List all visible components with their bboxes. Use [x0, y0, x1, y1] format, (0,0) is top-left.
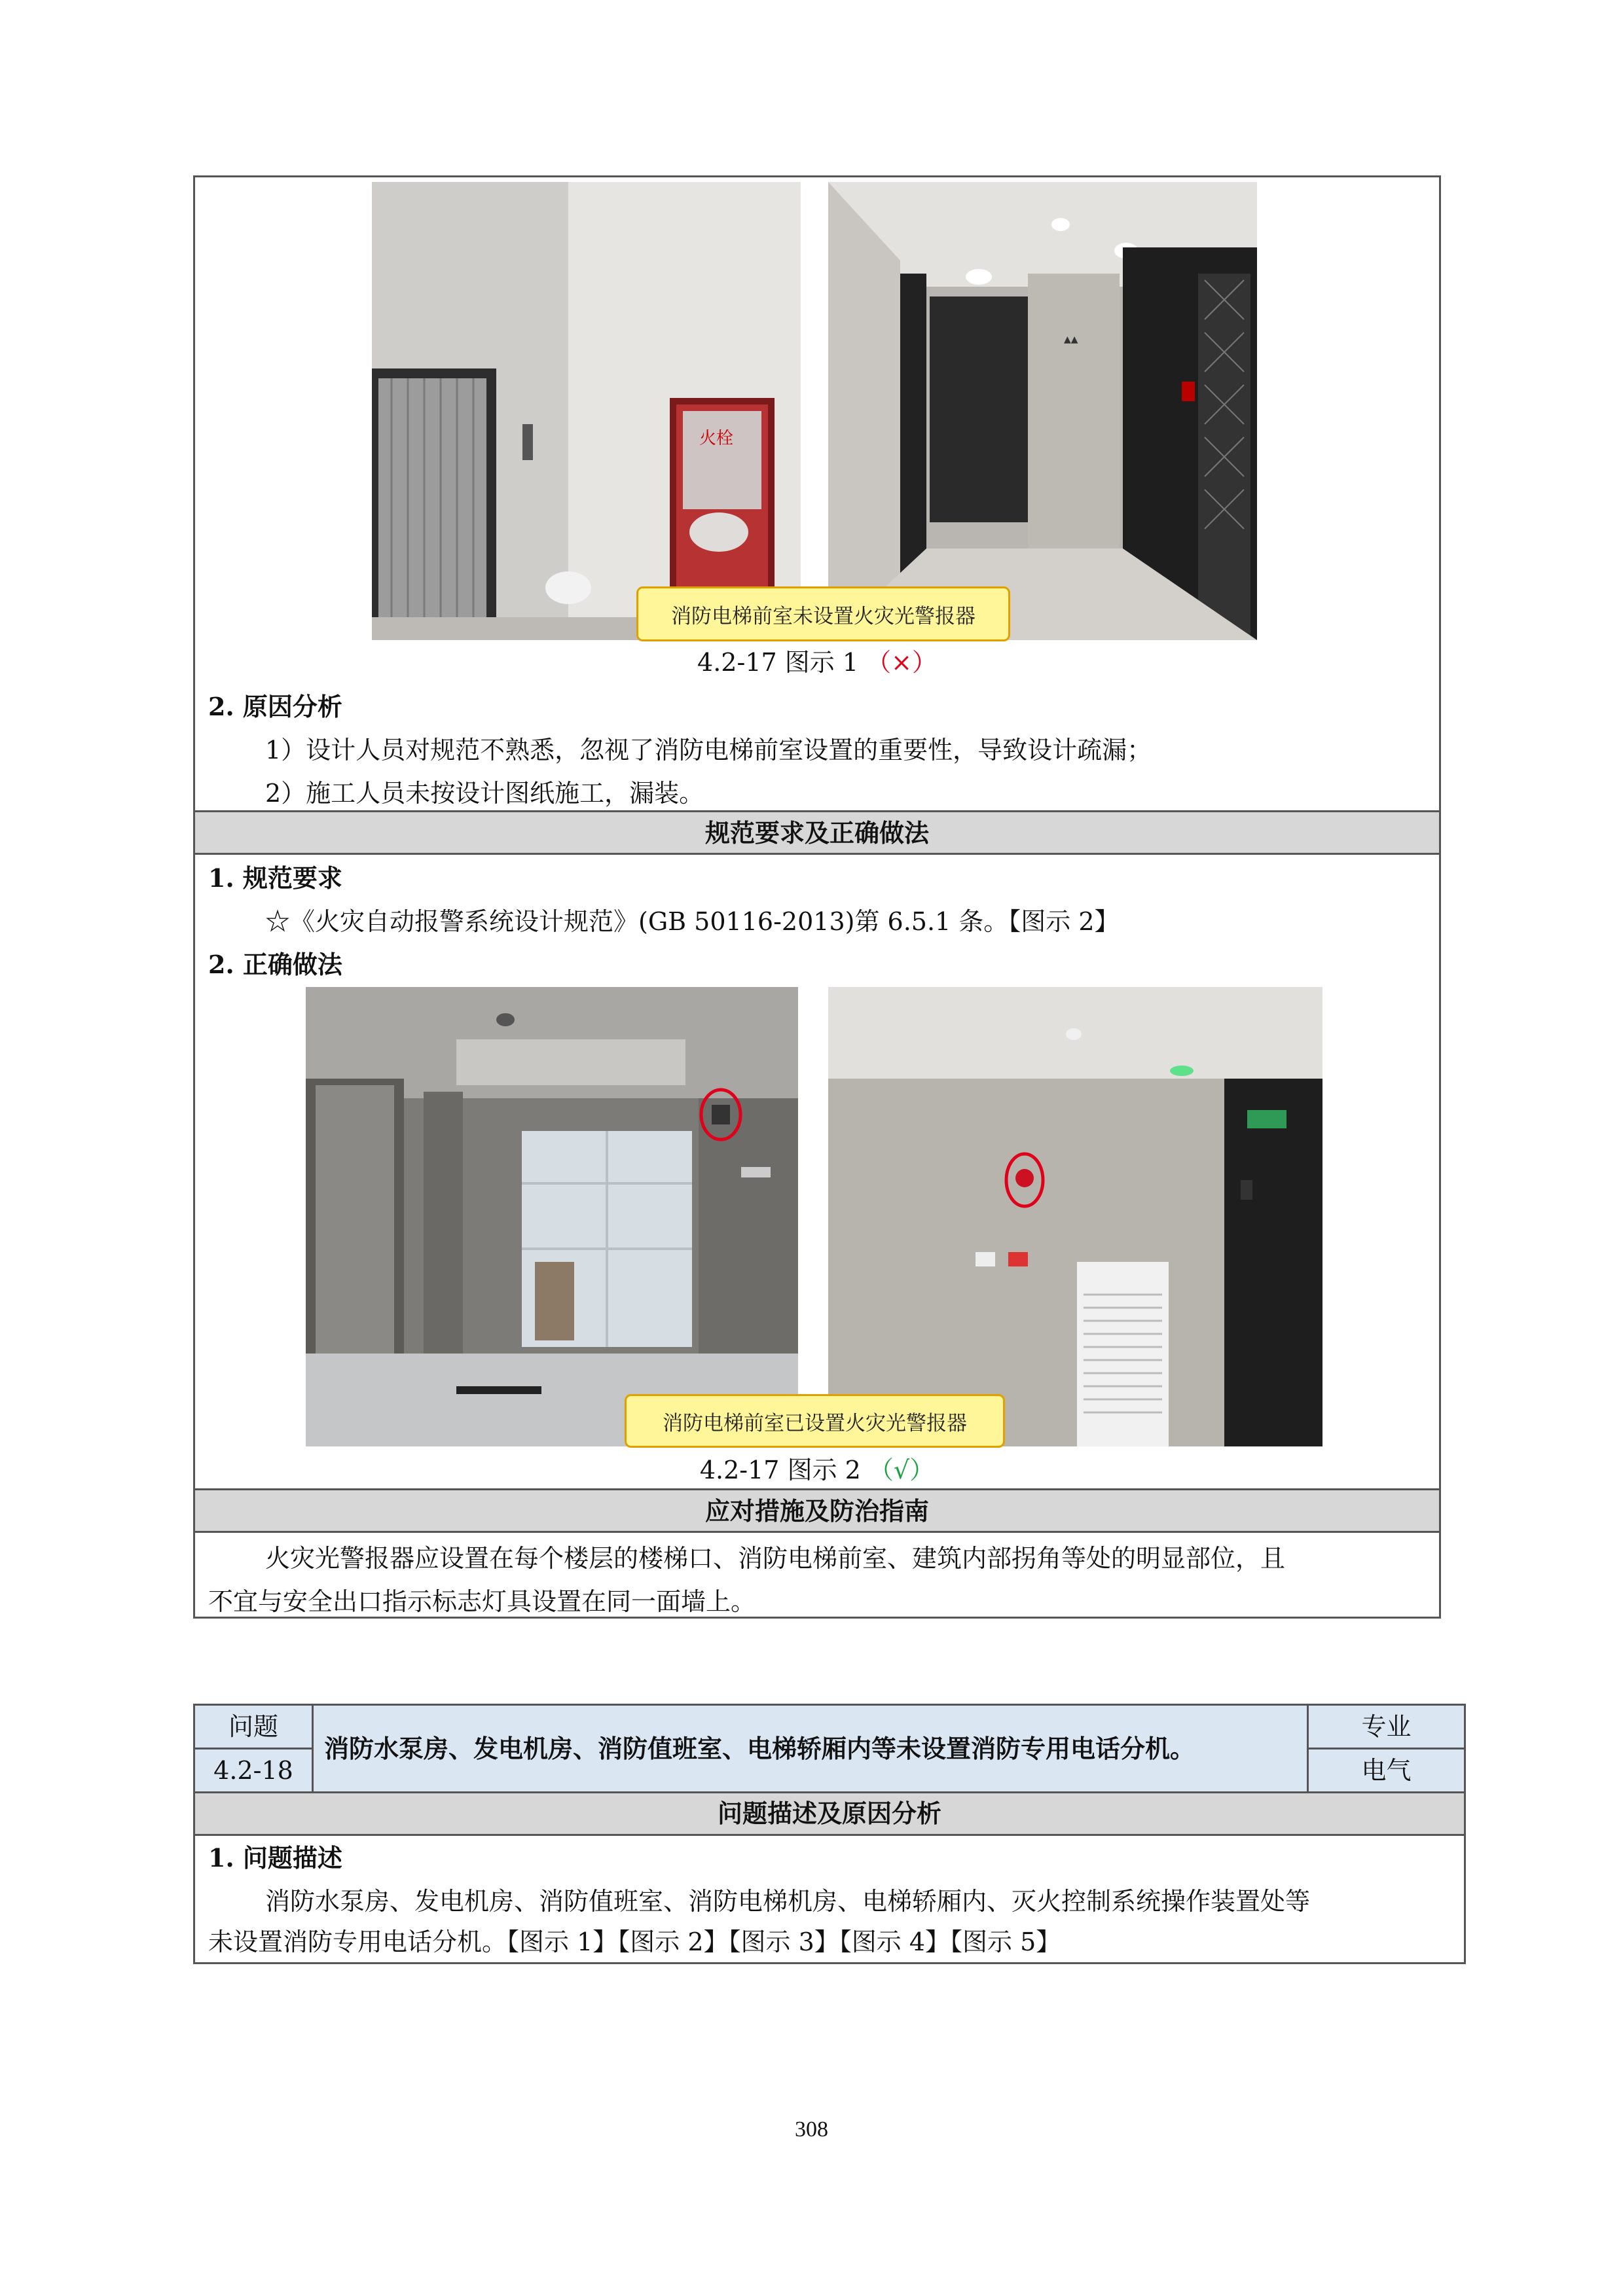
correct-heading: 2. 正确做法 [208, 950, 342, 979]
cause-heading: 2. 原因分析 [208, 692, 342, 721]
fig2-caption-num: 4.2-17 图示 2 [699, 1456, 861, 1484]
fig1-tag: 消防电梯前室未设置火灾光警报器 [636, 586, 1010, 641]
desc-line-2: 未设置消防专用电话分机。【图示 1】【图示 2】【图示 3】【图示 4】【图示 5】 [208, 1928, 1061, 1956]
divider [195, 1834, 1464, 1836]
fig1-caption-num: 4.2-17 图示 1 [697, 648, 859, 677]
photo-fig1-right [828, 182, 1257, 640]
cause-item-1: 1）设计人员对规范不熟悉，忽视了消防电梯前室设置的重要性，导致设计疏漏； [265, 736, 1152, 764]
divider [195, 853, 1439, 855]
norm-text: ☆《火灾自动报警系统设计规范》(GB 50116-2013)第 6.5.1 条。【图示 2】 [265, 907, 1120, 936]
fig2-correct-mark: （√） [868, 1456, 935, 1484]
divider [195, 1531, 1439, 1533]
problem-label: 问题 [228, 1712, 278, 1741]
norm-heading: 1. 规范要求 [208, 863, 342, 893]
measure-line-1: 火灾光警报器应设置在每个楼层的楼梯口、消防电梯前室、建筑内部拐角等处的明显部位，且 [265, 1544, 1286, 1573]
divider [195, 1488, 1439, 1490]
fig1-caption [193, 647, 1441, 678]
discipline-value: 电气 [1361, 1756, 1412, 1785]
problem-title: 消防水泵房、发电机房、消防值班室、电梯轿厢内等未设置消防专用电话分机。 [324, 1734, 1195, 1763]
fig2-tag: 消防电梯前室已设置火灾光警报器 [625, 1394, 1005, 1448]
section-title-measure: 应对措施及防治指南 [704, 1496, 929, 1526]
divider [195, 810, 1439, 812]
fig2-caption [193, 1454, 1441, 1486]
section-title-desc: 问题描述及原因分析 [717, 1799, 941, 1828]
photo-fig2-left [306, 987, 798, 1446]
discipline-label: 专业 [1361, 1712, 1412, 1741]
problem-code: 4.2-18 [213, 1756, 293, 1785]
measure-line-2: 不宜与安全出口指示标志灯具设置在同一面墙上。 [208, 1587, 756, 1616]
desc-heading: 1. 问题描述 [208, 1843, 342, 1873]
desc-line-1: 消防水泵房、发电机房、消防值班室、消防电梯机房、电梯轿厢内、灭火控制系统操作装置处等 [265, 1887, 1311, 1916]
svg-text:火栓: 火栓 [699, 429, 734, 448]
divider [312, 1706, 314, 1791]
page-number: 308 [795, 2117, 828, 2142]
photo-fig1-left [372, 182, 801, 640]
divider [195, 1748, 312, 1749]
fig1-wrong-mark: （×） [866, 648, 937, 677]
photo-fig2-right [828, 987, 1322, 1446]
svg-text:▲▲: ▲▲ [1064, 334, 1078, 345]
section-title-norm: 规范要求及正确做法 [704, 818, 929, 848]
cause-item-2: 2）施工人员未按设计图纸施工，漏装。 [265, 779, 704, 808]
divider [1309, 1748, 1464, 1749]
